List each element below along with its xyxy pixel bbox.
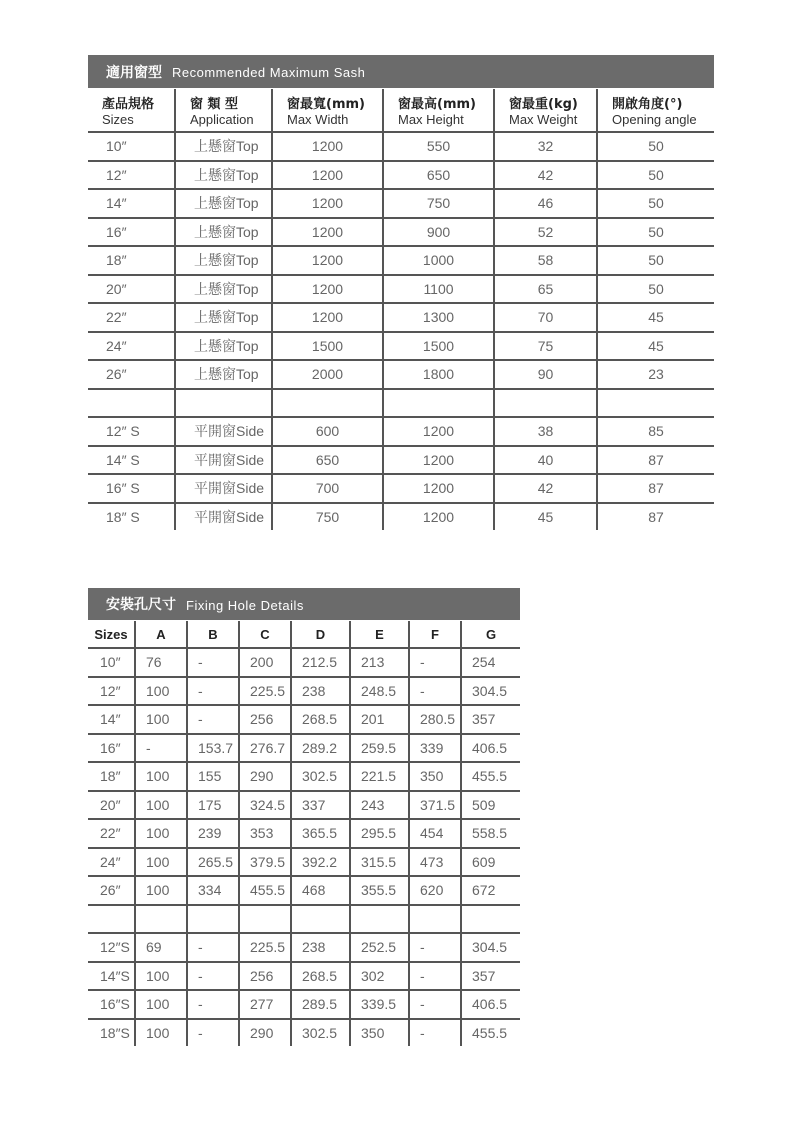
table-cell: 14″ bbox=[88, 189, 175, 218]
table-cell: 339.5 bbox=[350, 990, 409, 1019]
table-cell: 1500 bbox=[272, 332, 383, 361]
table-cell: 650 bbox=[383, 161, 494, 190]
table-cell: 355.5 bbox=[350, 876, 409, 905]
table-cell: 1200 bbox=[383, 503, 494, 531]
table-row bbox=[88, 876, 520, 905]
table-cell: 14″ S bbox=[88, 446, 175, 475]
table-cell: 52 bbox=[494, 218, 597, 247]
table-cell: 上懸窗Top bbox=[175, 132, 272, 161]
table-row bbox=[88, 417, 714, 446]
table-cell: 238 bbox=[291, 677, 350, 706]
table-row bbox=[88, 303, 714, 332]
table-cell: 50 bbox=[597, 161, 714, 190]
table-cell: 22″ bbox=[88, 303, 175, 332]
sash-table bbox=[88, 89, 714, 530]
table-cell: 350 bbox=[350, 1019, 409, 1047]
table-cell: 100 bbox=[135, 791, 187, 820]
table-cell: 90 bbox=[494, 360, 597, 389]
table-cell: 1100 bbox=[383, 275, 494, 304]
table-cell: 268.5 bbox=[291, 705, 350, 734]
table-cell: - bbox=[187, 990, 239, 1019]
table-cell: 339 bbox=[409, 734, 461, 763]
table-cell: 357 bbox=[461, 962, 520, 991]
table-cell: 357 bbox=[461, 705, 520, 734]
sash-section-header bbox=[88, 55, 714, 88]
column-header-en: Sizes bbox=[102, 112, 134, 127]
table-cell: 42 bbox=[494, 474, 597, 503]
table-cell: 238 bbox=[291, 933, 350, 962]
table-row bbox=[88, 474, 714, 503]
table-cell: 1200 bbox=[272, 189, 383, 218]
table-cell: 65 bbox=[494, 275, 597, 304]
table-cell: 上懸窗Top bbox=[175, 218, 272, 247]
table-cell: 243 bbox=[350, 791, 409, 820]
fixing-column-header: F bbox=[409, 621, 461, 648]
table-cell: 248.5 bbox=[350, 677, 409, 706]
table-cell: 239 bbox=[187, 819, 239, 848]
sash-table-body bbox=[88, 132, 714, 530]
table-cell: 289.5 bbox=[291, 990, 350, 1019]
column-header-zh: 窗 類 型 bbox=[190, 97, 239, 112]
table-row bbox=[88, 332, 714, 361]
table-cell: 18″ bbox=[88, 246, 175, 275]
table-cell: - bbox=[187, 1019, 239, 1047]
table-cell: 900 bbox=[383, 218, 494, 247]
table-cell: 1200 bbox=[272, 275, 383, 304]
table-row bbox=[88, 246, 714, 275]
table-cell bbox=[175, 389, 272, 418]
table-cell: 2000 bbox=[272, 360, 383, 389]
sash-column-header bbox=[272, 89, 383, 132]
column-header-en: Application bbox=[190, 112, 254, 127]
table-cell: 221.5 bbox=[350, 762, 409, 791]
table-cell: 620 bbox=[409, 876, 461, 905]
table-cell: 14″ bbox=[88, 705, 135, 734]
table-cell: 38 bbox=[494, 417, 597, 446]
table-cell: 平開窗Side bbox=[175, 446, 272, 475]
table-cell: 12″ bbox=[88, 677, 135, 706]
table-cell: 473 bbox=[409, 848, 461, 877]
table-cell bbox=[350, 905, 409, 934]
table-row bbox=[88, 933, 520, 962]
table-row bbox=[88, 962, 520, 991]
table-cell: 304.5 bbox=[461, 933, 520, 962]
table-cell: 650 bbox=[272, 446, 383, 475]
table-cell: 1200 bbox=[383, 417, 494, 446]
table-cell: 324.5 bbox=[239, 791, 291, 820]
column-header-zh: 開啟角度(°) bbox=[612, 97, 683, 112]
table-cell: - bbox=[135, 734, 187, 763]
table-cell: 上懸窗Top bbox=[175, 161, 272, 190]
table-cell: - bbox=[409, 962, 461, 991]
table-cell: - bbox=[409, 677, 461, 706]
table-cell: 1200 bbox=[272, 161, 383, 190]
table-cell: 1200 bbox=[272, 303, 383, 332]
table-cell: - bbox=[409, 1019, 461, 1047]
sash-table-header-row bbox=[88, 89, 714, 132]
sash-column-header bbox=[88, 89, 175, 132]
table-cell: 454 bbox=[409, 819, 461, 848]
table-cell: 550 bbox=[383, 132, 494, 161]
fixing-column-header: A bbox=[135, 621, 187, 648]
table-cell: 295.5 bbox=[350, 819, 409, 848]
table-row bbox=[88, 161, 714, 190]
fixing-section-title-en: Fixing Hole Details bbox=[186, 597, 304, 613]
table-cell: 上懸窗Top bbox=[175, 332, 272, 361]
table-cell: 290 bbox=[239, 1019, 291, 1047]
table-cell: 22″ bbox=[88, 819, 135, 848]
table-cell: 350 bbox=[409, 762, 461, 791]
fixing-table-body bbox=[88, 648, 520, 1046]
table-cell: 14″S bbox=[88, 962, 135, 991]
table-row bbox=[88, 275, 714, 304]
table-cell: 1200 bbox=[272, 246, 383, 275]
table-cell: 265.5 bbox=[187, 848, 239, 877]
fixing-table-header-row bbox=[88, 621, 520, 648]
table-cell: 18″ S bbox=[106, 508, 140, 525]
table-cell: 100 bbox=[135, 705, 187, 734]
table-cell: 256 bbox=[239, 962, 291, 991]
column-header-en: Max Weight bbox=[509, 112, 578, 127]
table-cell: 256 bbox=[239, 705, 291, 734]
table-cell: 153.7 bbox=[187, 734, 239, 763]
table-row bbox=[88, 189, 714, 218]
table-cell: 379.5 bbox=[239, 848, 291, 877]
sash-column-header bbox=[494, 89, 597, 132]
table-cell bbox=[494, 389, 597, 418]
table-cell: 353 bbox=[239, 819, 291, 848]
table-cell: - bbox=[409, 933, 461, 962]
table-cell: 1300 bbox=[383, 303, 494, 332]
table-cell bbox=[272, 389, 383, 418]
table-cell: 26″ bbox=[88, 876, 135, 905]
table-cell: 304.5 bbox=[461, 677, 520, 706]
table-cell: 上懸窗Top bbox=[175, 246, 272, 275]
table-cell: 1200 bbox=[272, 218, 383, 247]
column-header-zh: 產品規格 bbox=[102, 97, 155, 112]
table-row bbox=[88, 648, 520, 677]
table-cell: 10″ bbox=[88, 648, 135, 677]
table-cell: 50 bbox=[597, 275, 714, 304]
table-cell: - bbox=[187, 705, 239, 734]
table-cell: 50 bbox=[597, 246, 714, 275]
table-cell: 200 bbox=[239, 648, 291, 677]
table-cell: 76 bbox=[135, 648, 187, 677]
table-cell: 1000 bbox=[383, 246, 494, 275]
table-cell: 509 bbox=[461, 791, 520, 820]
table-cell: 365.5 bbox=[291, 819, 350, 848]
table-cell: 45 bbox=[494, 503, 597, 531]
column-header-en: Max Height bbox=[398, 112, 464, 127]
table-cell: 42 bbox=[494, 161, 597, 190]
sash-column-header bbox=[597, 89, 714, 132]
table-cell bbox=[291, 905, 350, 934]
table-cell: 100 bbox=[135, 848, 187, 877]
table-row bbox=[88, 503, 714, 531]
table-cell: 225.5 bbox=[239, 677, 291, 706]
table-cell: 175 bbox=[187, 791, 239, 820]
table-cell: 259.5 bbox=[350, 734, 409, 763]
column-header-zh: 窗最高(mm) bbox=[398, 97, 476, 112]
table-cell: 406.5 bbox=[461, 734, 520, 763]
fixing-column-header: G bbox=[461, 621, 520, 648]
table-cell: - bbox=[187, 648, 239, 677]
table-cell: 609 bbox=[461, 848, 520, 877]
table-row bbox=[88, 1019, 520, 1047]
table-cell: 100 bbox=[135, 962, 187, 991]
table-cell bbox=[88, 905, 135, 934]
fixing-column-header: D bbox=[291, 621, 350, 648]
table-cell: 平開窗Side bbox=[175, 417, 272, 446]
table-cell: 24″ bbox=[88, 848, 135, 877]
table-cell: 750 bbox=[383, 189, 494, 218]
table-cell: 23 bbox=[597, 360, 714, 389]
table-cell: 406.5 bbox=[461, 990, 520, 1019]
table-cell: 上懸窗Top bbox=[175, 303, 272, 332]
table-cell: 100 bbox=[135, 762, 187, 791]
table-cell: 45 bbox=[597, 332, 714, 361]
table-cell: 100 bbox=[135, 677, 187, 706]
table-row bbox=[88, 705, 520, 734]
table-cell: 20″ bbox=[88, 275, 175, 304]
table-cell: 16″S bbox=[88, 990, 135, 1019]
sash-section-title-zh: 適用窗型 bbox=[106, 64, 162, 81]
fixing-hole-table bbox=[88, 621, 520, 1046]
table-cell: 24″ bbox=[88, 332, 175, 361]
table-cell: 46 bbox=[494, 189, 597, 218]
table-cell: 100 bbox=[135, 876, 187, 905]
table-cell bbox=[239, 905, 291, 934]
sash-section-title-en: Recommended Maximum Sash bbox=[172, 65, 366, 80]
table-cell: 1200 bbox=[383, 474, 494, 503]
table-cell: 上懸窗Top bbox=[175, 275, 272, 304]
table-cell: 212.5 bbox=[291, 648, 350, 677]
table-cell: 16″ bbox=[88, 734, 135, 763]
table-cell: 85 bbox=[597, 417, 714, 446]
table-cell: 12″ S bbox=[88, 417, 175, 446]
table-cell: 100 bbox=[135, 990, 187, 1019]
table-cell: 45 bbox=[597, 303, 714, 332]
table-cell: 16″ S bbox=[88, 474, 175, 503]
column-header-zh: 窗最寬(mm) bbox=[287, 97, 365, 112]
table-cell: 12″ bbox=[88, 161, 175, 190]
table-cell: - bbox=[187, 677, 239, 706]
table-row bbox=[88, 819, 520, 848]
table-row bbox=[88, 990, 520, 1019]
table-cell: 26″ bbox=[88, 360, 175, 389]
table-cell: 289.2 bbox=[291, 734, 350, 763]
fixing-section-title-zh: 安裝孔尺寸 bbox=[106, 597, 176, 613]
column-header-en: Max Width bbox=[287, 112, 349, 127]
table-cell: 12″S bbox=[88, 933, 135, 962]
table-cell bbox=[135, 905, 187, 934]
table-cell: 10″ bbox=[88, 132, 175, 161]
table-cell: - bbox=[187, 933, 239, 962]
table-cell: 50 bbox=[597, 189, 714, 218]
table-cell: 558.5 bbox=[461, 819, 520, 848]
table-cell bbox=[461, 905, 520, 934]
table-cell: 700 bbox=[272, 474, 383, 503]
table-row bbox=[88, 446, 714, 475]
fixing-column-header: B bbox=[187, 621, 239, 648]
table-cell: 1200 bbox=[383, 446, 494, 475]
table-cell: 87 bbox=[597, 474, 714, 503]
table-cell: 平開窗Side bbox=[175, 503, 272, 531]
table-cell: 70 bbox=[494, 303, 597, 332]
table-cell: 155 bbox=[187, 762, 239, 791]
table-cell: 468 bbox=[291, 876, 350, 905]
table-row bbox=[88, 389, 714, 418]
table-cell: 87 bbox=[597, 503, 714, 531]
table-cell: 455.5 bbox=[461, 1019, 520, 1047]
table-cell: 32 bbox=[494, 132, 597, 161]
table-cell bbox=[187, 905, 239, 934]
table-cell: 75 bbox=[494, 332, 597, 361]
sash-column-header bbox=[175, 89, 272, 132]
table-cell: 371.5 bbox=[409, 791, 461, 820]
table-cell: 600 bbox=[272, 417, 383, 446]
table-row bbox=[88, 762, 520, 791]
table-cell: - bbox=[187, 962, 239, 991]
table-cell: 上懸窗Top bbox=[175, 360, 272, 389]
table-cell bbox=[88, 389, 175, 418]
table-cell: - bbox=[409, 990, 461, 1019]
sash-column-header bbox=[383, 89, 494, 132]
fixing-column-header: C bbox=[239, 621, 291, 648]
table-cell: 58 bbox=[494, 246, 597, 275]
table-cell: 213 bbox=[350, 648, 409, 677]
table-cell: 280.5 bbox=[409, 705, 461, 734]
table-cell: 302.5 bbox=[291, 1019, 350, 1047]
table-cell: 455.5 bbox=[461, 762, 520, 791]
table-cell: 276.7 bbox=[239, 734, 291, 763]
fixing-section-header bbox=[88, 588, 520, 620]
table-cell bbox=[597, 389, 714, 418]
table-cell: 254 bbox=[461, 648, 520, 677]
table-cell: 225.5 bbox=[239, 933, 291, 962]
table-cell: 1500 bbox=[383, 332, 494, 361]
table-cell: 16″ bbox=[88, 218, 175, 247]
column-header-zh: 窗最重(kg) bbox=[509, 97, 578, 112]
table-row bbox=[88, 132, 714, 161]
fixing-column-header: E bbox=[350, 621, 409, 648]
table-row bbox=[88, 218, 714, 247]
table-cell: 100 bbox=[135, 819, 187, 848]
table-cell: 302 bbox=[350, 962, 409, 991]
table-cell: 18″ bbox=[88, 762, 135, 791]
table-cell: 750 bbox=[272, 503, 383, 531]
table-cell: 334 bbox=[187, 876, 239, 905]
table-row bbox=[88, 734, 520, 763]
table-cell: 1200 bbox=[272, 132, 383, 161]
table-row bbox=[88, 360, 714, 389]
fixing-column-header: Sizes bbox=[88, 621, 135, 648]
table-cell: 302.5 bbox=[291, 762, 350, 791]
table-cell bbox=[409, 905, 461, 934]
table-cell: 69 bbox=[135, 933, 187, 962]
table-cell: 201 bbox=[350, 705, 409, 734]
table-cell: 392.2 bbox=[291, 848, 350, 877]
table-cell: 268.5 bbox=[291, 962, 350, 991]
column-header-en: Opening angle bbox=[612, 112, 697, 127]
table-cell: 337 bbox=[291, 791, 350, 820]
table-cell: 20″ bbox=[88, 791, 135, 820]
table-cell: 455.5 bbox=[239, 876, 291, 905]
table-cell: 87 bbox=[597, 446, 714, 475]
table-cell: 40 bbox=[494, 446, 597, 475]
table-cell: 277 bbox=[239, 990, 291, 1019]
table-row bbox=[88, 848, 520, 877]
table-cell bbox=[383, 389, 494, 418]
table-cell: - bbox=[409, 648, 461, 677]
table-row bbox=[88, 905, 520, 934]
table-row bbox=[88, 677, 520, 706]
table-cell: 252.5 bbox=[350, 933, 409, 962]
table-cell: 上懸窗Top bbox=[175, 189, 272, 218]
table-cell: 672 bbox=[461, 876, 520, 905]
table-cell: 315.5 bbox=[350, 848, 409, 877]
table-cell: 18″S bbox=[100, 1024, 130, 1041]
table-cell: 290 bbox=[239, 762, 291, 791]
table-cell: 100 bbox=[135, 1019, 187, 1047]
table-cell: 1800 bbox=[383, 360, 494, 389]
table-cell: 50 bbox=[597, 218, 714, 247]
table-cell: 50 bbox=[597, 132, 714, 161]
table-row bbox=[88, 791, 520, 820]
table-cell: 平開窗Side bbox=[175, 474, 272, 503]
